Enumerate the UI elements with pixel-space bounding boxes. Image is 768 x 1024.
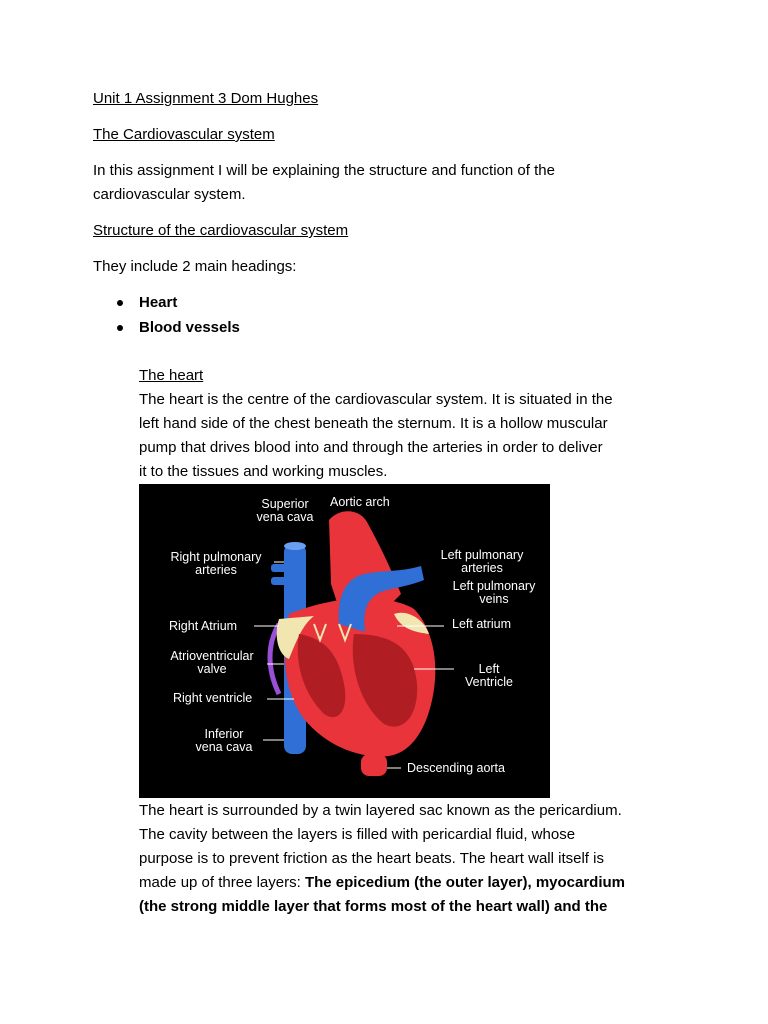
bullet-dot (117, 325, 123, 331)
heart-heading: The heart (139, 367, 204, 384)
label-right-pulmonary-arteries-2: arteries (195, 563, 237, 577)
label-superior-vena-cava-2: vena cava (256, 510, 314, 524)
structure-heading: Structure of the cardiovascular system (93, 222, 349, 239)
label-inferior-vena-cava-2: vena cava (195, 740, 253, 754)
intro-line-2: cardiovascular system. (93, 186, 246, 203)
subject-heading: The Cardiovascular system (93, 126, 275, 143)
heart-para2-line-5: (the strong middle layer that forms most of the heart wall) and the (139, 898, 608, 915)
label-right-atrium: Right Atrium (169, 619, 238, 633)
label-right-ventricle: Right ventricle (173, 691, 253, 705)
structure-lead: They include 2 main headings: (93, 258, 297, 275)
heart-illustration (139, 484, 550, 798)
heart-para1-line-3: pump that drives blood into and through the arteries in order to deliver (139, 439, 603, 456)
label-left-ventricle-2: Ventricle (465, 675, 513, 689)
heart-para2-line-4-plain: made up of three layers: (139, 874, 305, 891)
label-left-pulmonary-arteries-1: Left pulmonary (440, 548, 524, 562)
heart-para2-line-1: The heart is surrounded by a twin layered sac known as the pericardium. (139, 802, 622, 819)
heart-para2-line-3: purpose is to prevent friction as the heart beats. The heart wall itself is (139, 850, 604, 867)
label-left-pulmonary-veins-1: Left pulmonary (452, 579, 536, 593)
bullet-dot (117, 300, 123, 306)
bullet-blood-vessels: Blood vessels (139, 319, 240, 336)
heart-para2-line-2: The cavity between the layers is filled with pericardial fluid, whose (139, 826, 576, 843)
bullet-heart: Heart (139, 294, 178, 311)
label-left-ventricle-1: Left (478, 662, 500, 676)
label-inferior-vena-cava-1: Inferior (204, 727, 244, 741)
label-atrioventricular-valve-1: Atrioventricular (170, 649, 254, 663)
document-title: Unit 1 Assignment 3 Dom Hughes (93, 90, 319, 107)
label-atrioventricular-valve-2: valve (197, 662, 227, 676)
label-descending-aorta: Descending aorta (407, 761, 505, 775)
heart-para1-line-1: The heart is the centre of the cardiovascular system. It is situated in the (139, 391, 613, 408)
label-left-pulmonary-veins-2: veins (479, 592, 509, 606)
heart-para1-line-4: it to the tissues and working muscles. (139, 463, 388, 480)
label-superior-vena-cava-1: Superior (261, 497, 309, 511)
label-aortic-arch: Aortic arch (330, 495, 390, 509)
heart-para2-line-4-bold: The epicedium (the outer layer), myocardium (304, 874, 626, 891)
label-left-atrium: Left atrium (452, 617, 512, 631)
heart-para2-line-4 (139, 871, 625, 895)
heart-diagram (139, 484, 550, 798)
label-right-pulmonary-arteries-1: Right pulmonary (170, 550, 262, 564)
label-left-pulmonary-arteries-2: arteries (461, 561, 503, 575)
intro-line-1: In this assignment I will be explaining the structure and function of the (93, 162, 555, 179)
heart-para1-line-2: left hand side of the chest beneath the sternum. It is a hollow muscular (139, 415, 608, 432)
